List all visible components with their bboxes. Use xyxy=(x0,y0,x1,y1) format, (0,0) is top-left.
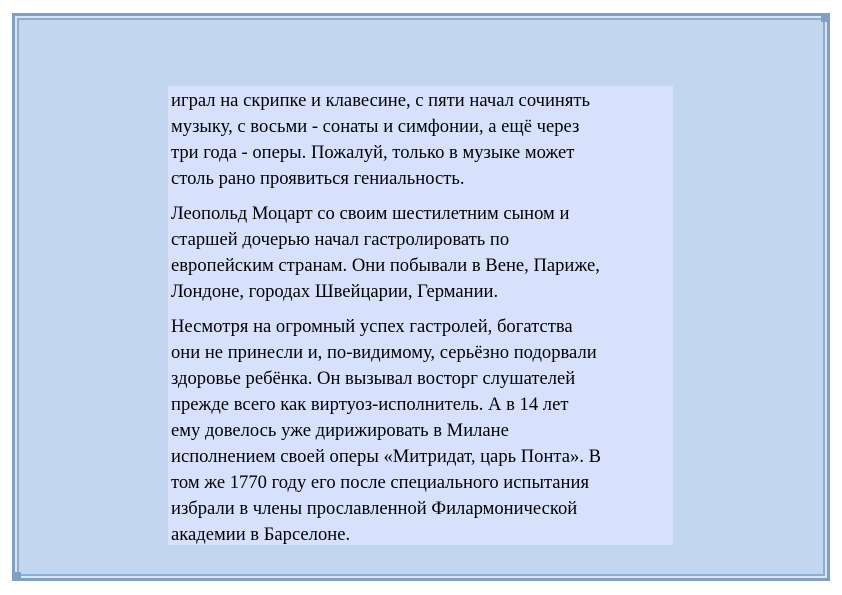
frame-corner-bottom-left xyxy=(15,572,21,578)
paragraph-success: Несмотря на огромный успех гастролей, богатства они не принесли и, по-видимому, серьёзно подорвали здоровье ребёнка. Он вызывал восторг слушателей прежде всего как виртуоз-исполнитель. А в 14 лет ему довелось уже дирижировать в Милане исполнением своей оперы «Митридат, царь Понта». В том же 1770 году его после специального испытания избрали в члены прославленной Филармонической академии в Барселоне. xyxy=(171,316,602,545)
paragraph-childhood: играл на скрипке и клавесине, с пяти начал сочинять музыку, с восьми - сонаты и симфонии, а ещё через три года - оперы. Пожалуй, только в музыке может столь рано проявиться гениальность. xyxy=(171,90,591,189)
text-box xyxy=(168,86,673,545)
paragraph-tours: Леопольд Моцарт со своим шестилетним сыном и старшей дочерью начал гастролировать по европейским странам. Они побывали в Вене, Париже, Лондоне, городах Швейцарии, Германии. xyxy=(171,203,600,302)
frame-corner-top-right xyxy=(821,16,827,22)
